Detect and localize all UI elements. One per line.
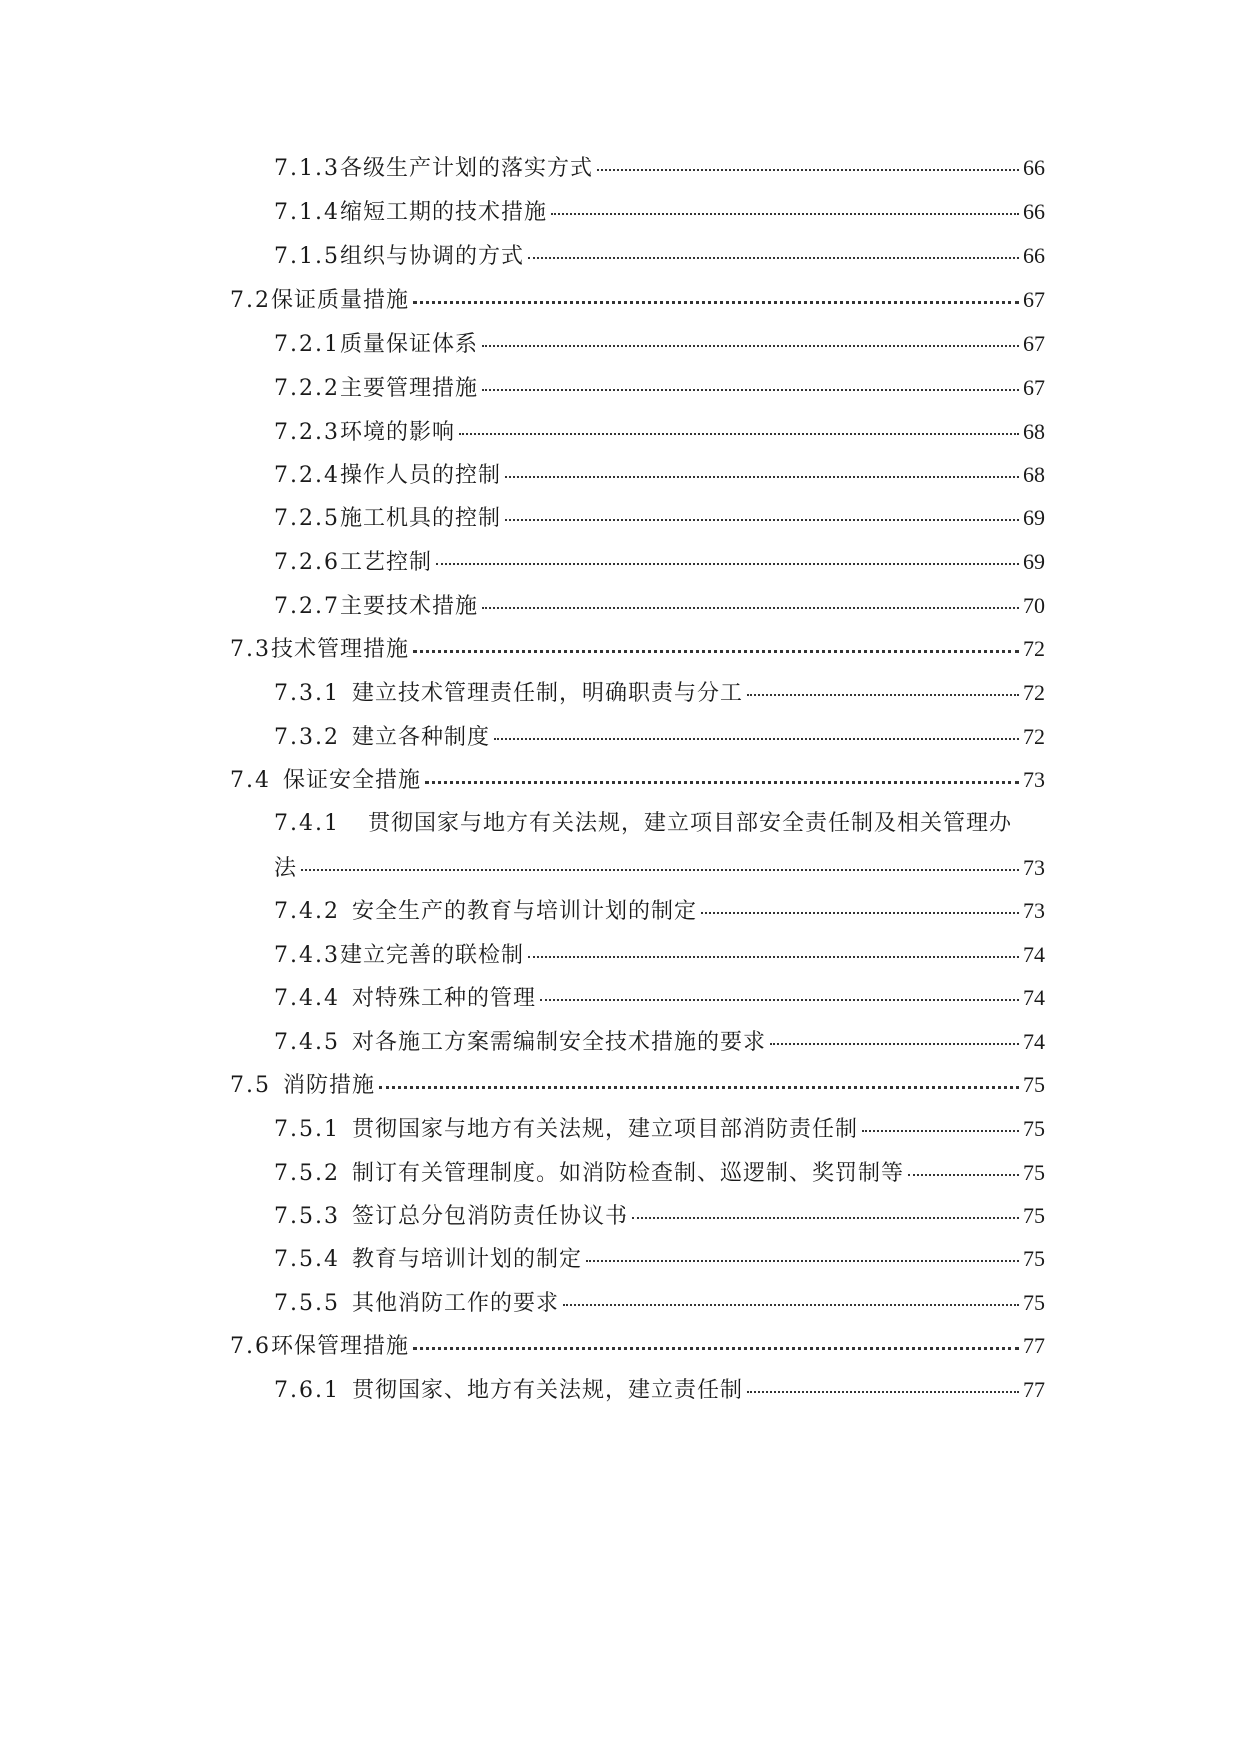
- toc-leader-dots: [413, 1333, 1019, 1353]
- toc-leader-dots: [862, 1116, 1019, 1136]
- toc-entry-title: 贯彻国家、地方有关法规，建立责任制: [351, 1378, 743, 1403]
- toc-leader-dots: [770, 1029, 1019, 1049]
- toc-entry-title: 制订有关管理制度。如消防检查制、巡逻制、奖罚制等: [351, 1161, 904, 1186]
- toc-leader-dots: [425, 767, 1019, 787]
- toc-page-number: 74: [1023, 1029, 1045, 1054]
- toc-leader-dots: [597, 155, 1019, 175]
- toc-page-number: 66: [1023, 199, 1045, 224]
- toc-entry-title: 建立完善的联检制: [339, 943, 524, 968]
- toc-entry-number: 7.4: [230, 768, 271, 793]
- toc-page-number: 75: [1023, 1072, 1045, 1097]
- toc-entry-title-continuation: 法: [274, 856, 298, 881]
- toc-leader-dots: [747, 1377, 1019, 1397]
- toc-entry-number: 7.5.2: [274, 1161, 340, 1186]
- toc-page-number: 66: [1023, 155, 1045, 180]
- toc-leader-dots: [494, 724, 1019, 744]
- toc-page-number: 68: [1023, 462, 1045, 487]
- toc-entry-number: 7.5.4: [274, 1247, 340, 1272]
- toc-section-heading[interactable]: [230, 766, 1045, 795]
- toc-entry[interactable]: [274, 1202, 1045, 1231]
- toc-page-number: 66: [1023, 243, 1045, 268]
- toc-page-number: 75: [1023, 1116, 1045, 1141]
- toc-entry-number: 7.2.3: [274, 420, 340, 445]
- toc-entry[interactable]: [274, 374, 1045, 403]
- toc-page-number: 74: [1023, 985, 1045, 1010]
- toc-entry-title: 组织与协调的方式: [339, 244, 524, 269]
- toc-entry[interactable]: [274, 984, 1045, 1013]
- toc-entry[interactable]: [274, 592, 1045, 621]
- toc-entry[interactable]: [274, 154, 1045, 183]
- toc-entry-number: 7.6: [230, 1334, 271, 1359]
- toc-leader-dots: [586, 1246, 1019, 1266]
- toc-entry[interactable]: [274, 679, 1045, 708]
- toc-page-number: 75: [1023, 1246, 1045, 1271]
- toc-entry-number: 7.1.3: [274, 156, 340, 181]
- toc-entry-title: 其他消防工作的要求: [351, 1291, 559, 1316]
- toc-entry[interactable]: [274, 723, 1045, 752]
- toc-leader-dots: [505, 462, 1019, 482]
- toc-entry-title: 环境的影响: [339, 420, 455, 445]
- toc-page-number: 69: [1023, 549, 1045, 574]
- toc-leader-dots: [459, 419, 1019, 439]
- toc-entry-title: 建立技术管理责任制，明确职责与分工: [351, 681, 743, 706]
- toc-entry-number: 7.3: [230, 637, 271, 662]
- toc-entry[interactable]: [274, 504, 1045, 533]
- toc-entry[interactable]: [274, 1376, 1045, 1405]
- toc-entry-title: 教育与培训计划的制定: [351, 1247, 582, 1272]
- toc-entry-number: 7.4.2: [274, 899, 340, 924]
- toc-page-number: 73: [1023, 767, 1045, 792]
- toc-entry[interactable]: [274, 941, 1045, 970]
- toc-entry-title: 主要管理措施: [339, 376, 478, 401]
- toc-page-number: 73: [1023, 855, 1045, 880]
- toc-page-number: 69: [1023, 505, 1045, 530]
- toc-entry-title: 签订总分包消防责任协议书: [351, 1204, 628, 1229]
- toc-leader-dots: [540, 985, 1019, 1005]
- toc-entry[interactable]: [274, 1159, 1045, 1188]
- toc-entry-number: 7.1.4: [274, 200, 340, 225]
- toc-entry-wrapped-continuation[interactable]: [274, 854, 1045, 883]
- toc-entry-number: 7.2.6: [274, 550, 340, 575]
- toc-page-number: 67: [1023, 375, 1045, 400]
- toc-entry-number: 7.2.4: [274, 463, 340, 488]
- toc-entry[interactable]: [274, 242, 1045, 271]
- toc-entry-title: 消防措施: [283, 1073, 376, 1098]
- toc-entry[interactable]: [274, 1289, 1045, 1318]
- toc-section-heading[interactable]: [230, 635, 1045, 664]
- toc-entry-title: 操作人员的控制: [339, 463, 501, 488]
- toc-entry[interactable]: [274, 1115, 1045, 1144]
- toc-entry-number: 7.4.3: [274, 943, 340, 968]
- toc-leader-dots: [528, 942, 1019, 962]
- toc-entry-title: 贯彻国家与地方有关法规，建立项目部安全责任制及相关管理办: [367, 811, 1012, 836]
- toc-leader-dots: [301, 855, 1019, 875]
- toc-page-number: 77: [1023, 1333, 1045, 1358]
- toc-entry-number: 7.4.4: [274, 986, 340, 1011]
- toc-entry-title: 对各施工方案需编制安全技术措施的要求: [351, 1030, 766, 1055]
- toc-leader-dots: [701, 898, 1019, 918]
- toc-leader-dots: [482, 593, 1019, 613]
- toc-entry[interactable]: [274, 330, 1045, 359]
- toc-page-number: 74: [1023, 942, 1045, 967]
- toc-leader-dots: [482, 375, 1019, 395]
- toc-page-number: 72: [1023, 636, 1045, 661]
- toc-entry[interactable]: [274, 1245, 1045, 1274]
- toc-entry-title: 主要技术措施: [339, 594, 478, 619]
- toc-leader-dots: [747, 680, 1019, 700]
- toc-leader-dots: [563, 1290, 1019, 1310]
- toc-entry-number: 7.4.1: [274, 811, 340, 836]
- toc-entry-number: 7.2.7: [274, 594, 340, 619]
- toc-section-heading[interactable]: [230, 1332, 1045, 1361]
- toc-entry-title: 工艺控制: [339, 550, 432, 575]
- toc-section-heading[interactable]: [230, 1071, 1045, 1100]
- toc-entry-title: 对特殊工种的管理: [351, 986, 536, 1011]
- toc-entry[interactable]: [274, 198, 1045, 227]
- toc-page-number: 73: [1023, 898, 1045, 923]
- toc-entry-title: 技术管理措施: [271, 637, 410, 662]
- toc-entry-number: 7.2.5: [274, 506, 340, 531]
- toc-entry-title: 质量保证体系: [339, 332, 478, 357]
- toc-entry-title: 保证安全措施: [283, 768, 422, 793]
- toc-entry-title: 贯彻国家与地方有关法规，建立项目部消防责任制: [351, 1117, 858, 1142]
- toc-page-number: 67: [1023, 331, 1045, 356]
- toc-page-number: 70: [1023, 593, 1045, 618]
- toc-entry-title: 施工机具的控制: [339, 506, 501, 531]
- toc-page-number: 75: [1023, 1160, 1045, 1185]
- toc-entry-number: 7.1.5: [274, 244, 340, 269]
- toc-entry-number: 7.2.2: [274, 376, 340, 401]
- toc-leader-dots: [482, 331, 1019, 351]
- toc-page-number: 77: [1023, 1377, 1045, 1402]
- toc-entry-number: 7.4.5: [274, 1030, 340, 1055]
- toc-page-number: 75: [1023, 1203, 1045, 1228]
- toc-leader-dots: [436, 549, 1019, 569]
- toc-entry-number: 7.2.1: [274, 332, 340, 357]
- toc-entry-number: 7.6.1: [274, 1378, 340, 1403]
- toc-entry-title: 各级生产计划的落实方式: [339, 156, 593, 181]
- toc-page-number: 68: [1023, 419, 1045, 444]
- toc-entry-number: 7.3.1: [274, 681, 340, 706]
- toc-entry[interactable]: [274, 548, 1045, 577]
- toc-page-number: 72: [1023, 724, 1045, 749]
- toc-entry-title: 安全生产的教育与培训计划的制定: [351, 899, 697, 924]
- toc-page-number: 75: [1023, 1290, 1045, 1315]
- toc-entry-number: 7.5.3: [274, 1204, 340, 1229]
- toc-entry-wrapped-first-line[interactable]: [274, 810, 1045, 838]
- toc-leader-dots: [528, 243, 1019, 263]
- toc-entry[interactable]: [274, 897, 1045, 926]
- toc-entry-number: 7.2: [230, 288, 271, 313]
- toc-entry-number: 7.3.2: [274, 725, 340, 750]
- toc-entry-title: 环保管理措施: [271, 1334, 410, 1359]
- toc-page-number: 72: [1023, 680, 1045, 705]
- toc-leader-dots: [908, 1160, 1019, 1180]
- toc-page-number: 67: [1023, 287, 1045, 312]
- toc-leader-dots: [551, 199, 1019, 219]
- toc-leader-dots: [413, 287, 1019, 307]
- toc-leader-dots: [379, 1072, 1019, 1092]
- toc-entry-title: 保证质量措施: [271, 288, 410, 313]
- toc-leader-dots: [505, 505, 1019, 525]
- toc-leader-dots: [413, 636, 1019, 656]
- toc-entry[interactable]: [274, 418, 1045, 447]
- toc-leader-dots: [632, 1203, 1019, 1223]
- toc-entry-number: 7.5.1: [274, 1117, 340, 1142]
- toc-entry-number: 7.5.5: [274, 1291, 340, 1316]
- toc-entry[interactable]: [274, 1028, 1045, 1057]
- toc-entry[interactable]: [274, 461, 1045, 490]
- toc-entry-title: 缩短工期的技术措施: [339, 200, 547, 225]
- toc-entry-title: 建立各种制度: [351, 725, 490, 750]
- toc-entry-number: 7.5: [230, 1073, 271, 1098]
- toc-section-heading[interactable]: [230, 286, 1045, 315]
